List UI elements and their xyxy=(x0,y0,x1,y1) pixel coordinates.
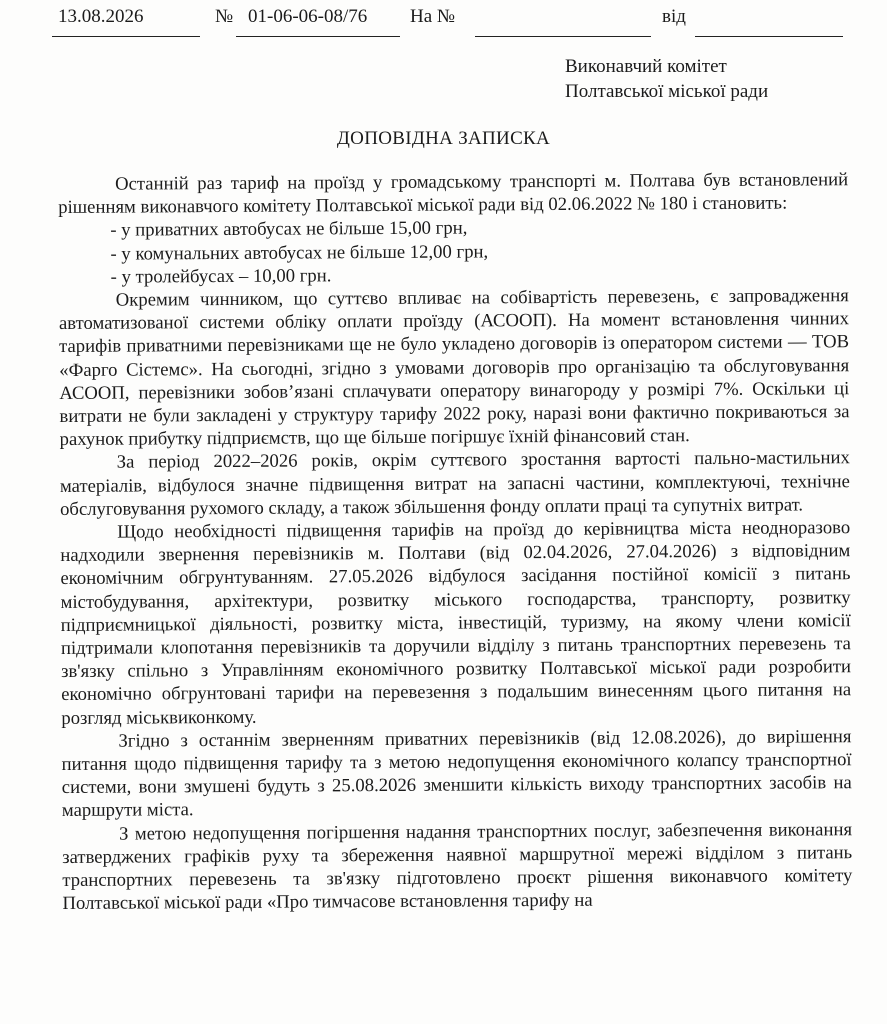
tariff-item-trolleybus: - у тролейбусах – 10,00 грн. xyxy=(110,265,332,288)
tariff-list xyxy=(58,215,848,289)
ref-underline xyxy=(475,36,651,37)
paragraph-6: З метою недопущення погіршення надання транспортних послуг, забезпечення виконання затверджених графіків руху та збереження наявної маршрутної мережі відділом з питань транспортних перевезень та зв'язку підготовлено проєкт рішення виконавчого комітету Полтавської міської ради «Про тимчасове встановлення тарифу на xyxy=(62,818,853,915)
addressee-block xyxy=(565,54,768,104)
paragraph-2: Окремим чинником, що суттєво впливає на собівартість перевезень, є запровадження автоматизованої системи обліку оплати проїзду (АСООП). На момент встановлення чинних тарифів приватними перевізниками ще не було укладено договорів із оператором системи — ТОВ «Фарго Сістемс». На сьогодні, згідно з умовами договорів про організацію та обслуговування АСООП, перевізники зобов’язані сплачувати оператору винагороду у розмірі 7%. Оскільки ці витрати не були закладені у структуру тарифу 2022 року, наразі вони фактично покриваються за рахунок прибутку підприємств, що ще більше погіршує їхній фінансовий стан. xyxy=(58,285,850,451)
document-header xyxy=(52,6,852,40)
number-underline xyxy=(236,36,400,37)
ref-label: На № xyxy=(410,6,456,27)
tariff-item-municipal-bus: - у комунальних автобусах не більше 12,00 грн, xyxy=(110,240,489,265)
paragraph-5: Згідно з останнім зверненням приватних перевізників (від 12.08.2026), до вирішення питання щодо підвищення тарифу та з метою недопущення економічного колапсу транспортної системи, вони змушені будуть з 25.08.2026 зменшити кількість виходу транспортних засобів на маршрути міста. xyxy=(61,726,852,822)
from-label: від xyxy=(662,6,686,27)
document-title: ДОПОВІДНА ЗАПИСКА xyxy=(336,128,551,149)
paragraph-4: Щодо необхідності підвищення тарифів на проїзд до керівництва міста неодноразово надходили звернення перевізників м. Полтави (від 02.04.2026, 27.04.2026) з відповідним економічним обгрунтуванням. 27.05.2026 відбулося засідання постійної комісії з питань містобудування, архітектури, розвитку міського господарства, транспорту, розвитку підприємницької діяльності, розвитку міста, інвестицій, туризму, на якому члени комісії підтримали клопотання перевізників та доручили відділу з питань транспортних перевезень та зв'язку спільно з Управлінням економічного розвитку Полтавської міської ради розробити економічно обгрунтовані тарифи на перевезення з подальшим винесенням цього питання на розгляд міськвиконкому. xyxy=(60,517,852,729)
addressee-line-1: Виконавчий комітет xyxy=(565,56,727,77)
document-body xyxy=(58,168,853,915)
addressee-line-2: Полтавської міської ради xyxy=(565,81,769,102)
paragraph-3: За період 2022–2026 років, окрім суттєвого зростання вартості пально-мастильних матеріалів, відбулося значне підвищення витрат на запасні частини, комплектуючі, технічне обслуговування рухомого складу, а також збільшення фонду оплати праці та супутніх витрат. xyxy=(59,447,850,520)
from-underline xyxy=(695,36,843,37)
number-label: № xyxy=(215,6,234,27)
tariff-item-private-bus: - у приватних автобусах не більше 15,00 грн, xyxy=(110,217,468,242)
date-underline xyxy=(52,36,200,37)
outgoing-number: 01-06-06-08/76 xyxy=(248,6,368,27)
outgoing-date: 13.08.2026 xyxy=(58,6,144,27)
paragraph-1: Останній раз тариф на проїзд у громадському транспорті м. Полтава був встановлений рішенням виконавчого комітету Полтавської міської ради від 02.06.2022 № 180 і становить: xyxy=(58,169,849,219)
